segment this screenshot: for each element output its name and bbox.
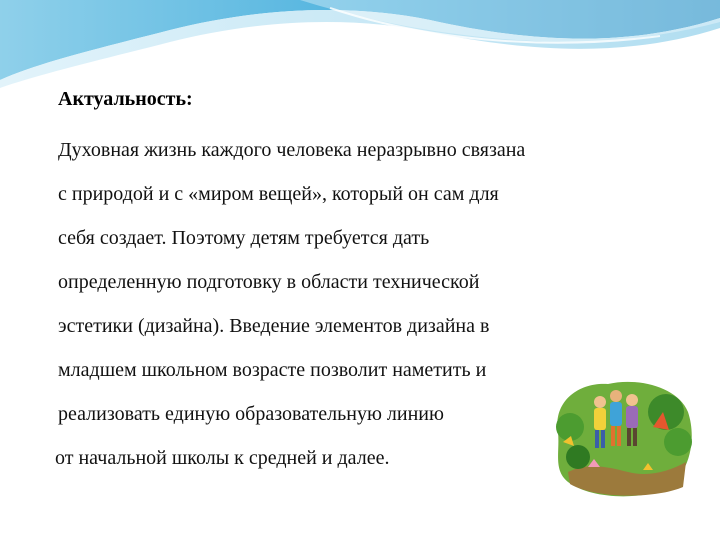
- body-line: эстетики (дизайна). Введение элементов дизайна в: [58, 315, 490, 337]
- body-line: себя создает. Поэтому детям требуется дать: [58, 227, 430, 249]
- body-line: с природой и с «миром вещей», который он сам для: [58, 183, 499, 205]
- body-line: реализовать единую образовательную линию: [58, 403, 444, 425]
- body-line: определенную подготовку в области технической: [58, 271, 480, 293]
- body-line: от начальной школы к средней и далее.: [55, 447, 390, 469]
- body-line: Духовная жизнь каждого человека неразрывно связана: [58, 139, 526, 161]
- body-line: младшем школьном возрасте позволит наметить и: [58, 359, 487, 381]
- header-wave-decoration: [0, 0, 720, 90]
- children-forest-illustration: [548, 372, 696, 500]
- slide-heading: Актуальность:: [58, 88, 193, 110]
